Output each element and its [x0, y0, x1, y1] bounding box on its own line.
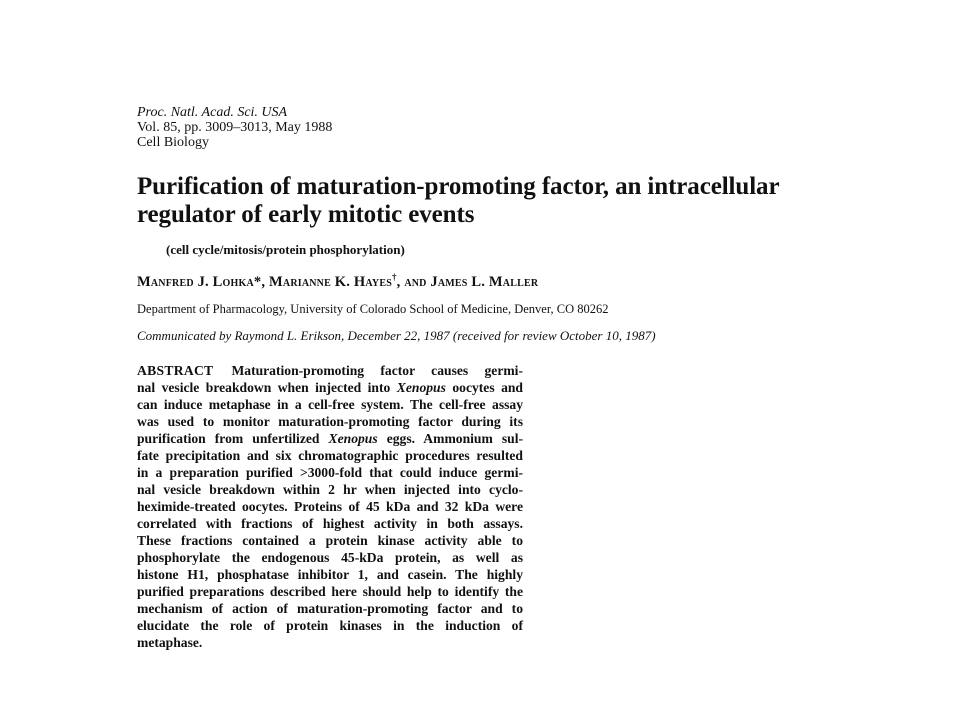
abstract-line — [137, 515, 523, 532]
author-3: James L. Maller — [430, 273, 539, 290]
abstract-text: can induce metaphase in a cell-free system. The cell-free assay — [137, 397, 523, 412]
abstract-text: purification from unfertilized Xenopus eggs. Ammonium sul- — [137, 431, 523, 446]
abstract-text: nal vesicle breakdown when injected into Xenopus oocytes and — [137, 380, 523, 395]
abstract-text: These fractions contained a protein kinase activity able to — [137, 533, 523, 548]
author-list — [137, 272, 538, 291]
abstract-text: was used to monitor maturation-promoting factor during its — [137, 414, 523, 429]
abstract-line — [137, 617, 523, 634]
abstract-line — [137, 430, 523, 447]
abstract-line — [137, 634, 523, 651]
abstract-text: in a preparation purified >3000-fold that could induce germi- — [137, 465, 523, 480]
abstract-heading: ABSTRACT — [137, 363, 214, 378]
author-1-mark: * — [253, 273, 262, 290]
journal-name: Proc. Natl. Acad. Sci. USA — [137, 105, 288, 120]
species-name: Xenopus — [328, 431, 378, 446]
abstract-line — [137, 362, 523, 379]
author-1: Manfred J. Lohka — [137, 273, 254, 290]
journal-header — [137, 105, 332, 150]
abstract-line — [137, 464, 523, 481]
communicated-line: Communicated by Raymond L. Erikson, December 22, 1987 (received for review October 10, 1987) — [137, 328, 656, 343]
species-name: Xenopus — [396, 380, 446, 395]
keywords: (cell cycle/mitosis/protein phosphorylation) — [166, 242, 405, 257]
abstract-text: phosphorylate the endogenous 45-kDa protein, as well as — [137, 550, 523, 565]
abstract-line — [137, 379, 523, 396]
title-line-2: regulator of early mitotic events — [137, 201, 475, 228]
abstract-text: Maturation-promoting factor causes germi- — [231, 363, 523, 378]
abstract-text: elucidate the role of protein kinases in the induction of — [137, 618, 523, 633]
abstract-line — [137, 566, 523, 583]
abstract-text: purified preparations described here should help to identify the — [137, 584, 523, 599]
abstract-text: heximide-treated oocytes. Proteins of 45 kDa and 32 kDa were — [137, 499, 523, 514]
author-joiner: , and — [396, 273, 431, 290]
abstract-line — [137, 396, 523, 413]
abstract-text: histone H1, phosphatase inhibitor 1, and casein. The highly — [137, 567, 523, 582]
abstract-line — [137, 600, 523, 617]
author-2-mark: † — [391, 272, 397, 282]
abstract-line — [137, 447, 523, 464]
abstract-text: fate precipitation and six chromatographic procedures resulted — [137, 448, 523, 463]
abstract-text: nal vesicle breakdown within 2 hr when injected into cyclo- — [137, 482, 523, 497]
abstract-line — [137, 413, 523, 430]
paper-title — [137, 173, 897, 229]
author-2: Marianne K. Hayes — [269, 273, 392, 290]
abstract-line — [137, 583, 523, 600]
affiliation: Department of Pharmacology, University of Colorado School of Medicine, Denver, CO 80262 — [137, 302, 609, 316]
abstract-line — [137, 498, 523, 515]
abstract-text: metaphase. — [137, 635, 203, 650]
abstract-line — [137, 481, 523, 498]
journal-volume: Vol. 85, pp. 3009–3013, May 1988 — [137, 120, 333, 135]
title-line-1: Purification of maturation-promoting factor, an intracellular — [137, 173, 780, 200]
abstract-line — [137, 549, 523, 566]
abstract-text: mechanism of action of maturation-promoting factor and to — [137, 601, 523, 616]
author-separator: , — [261, 273, 270, 290]
abstract-text: correlated with fractions of highest activity in both assays. — [137, 516, 523, 531]
abstract — [137, 362, 523, 651]
abstract-line — [137, 532, 523, 549]
journal-section: Cell Biology — [137, 135, 209, 150]
